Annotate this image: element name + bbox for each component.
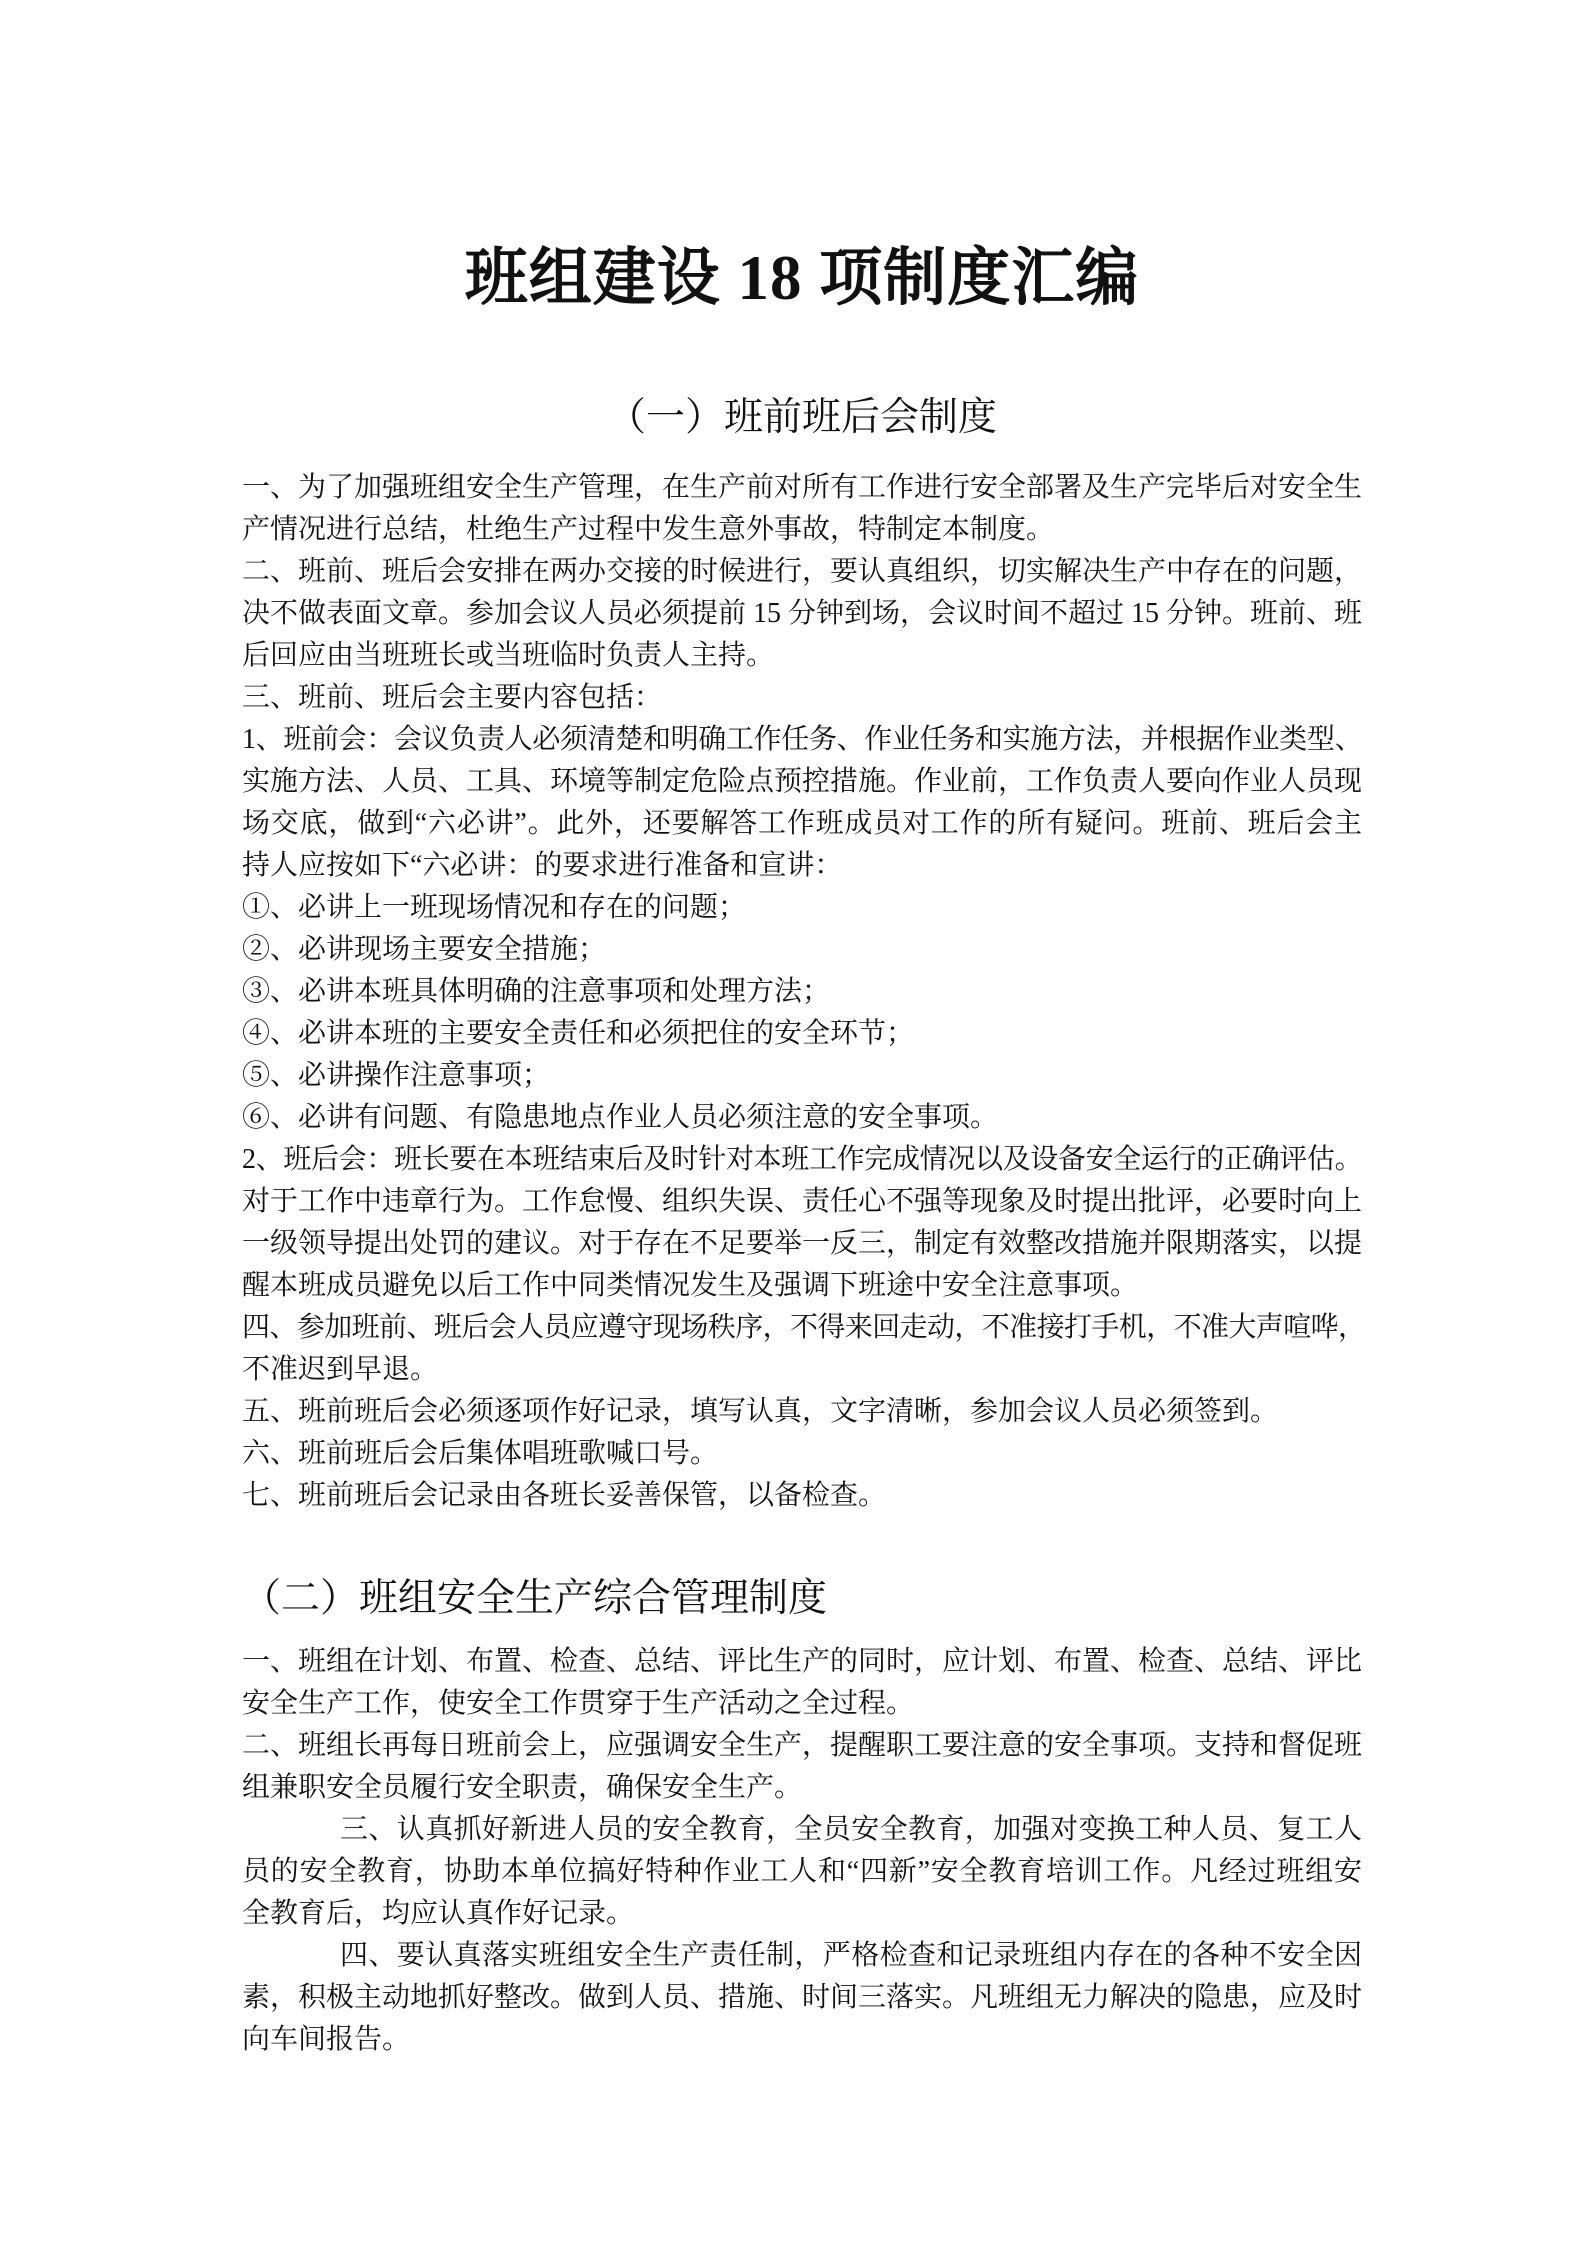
paragraph bbox=[242, 719, 1362, 887]
text-line: 一级领导提出处罚的建议。对于存在不足要举一反三，制定有效整改措施并限期落实，以提 bbox=[242, 1228, 1363, 1259]
text-line: 产情况进行总结，杜绝生产过程中发生意外事故，特制定本制度。 bbox=[242, 514, 1055, 545]
text-line: 实施方法、人员、工具、环境等制定危险点预控措施。作业前，工作负责人要向作业人员现 bbox=[242, 766, 1363, 797]
paragraph bbox=[242, 929, 1362, 971]
text-line: 2、班后会：班长要在本班结束后及时针对本班工作完成情况以及设备安全运行的正确评估。 bbox=[242, 1144, 1362, 1175]
paragraph bbox=[242, 551, 1362, 677]
paragraph bbox=[242, 1139, 1362, 1307]
paragraph bbox=[242, 1935, 1362, 2061]
text-line: 五、班前班后会必须逐项作好记录，填写认真，文字清晰，参加会议人员必须签到。 bbox=[242, 1396, 1279, 1427]
text-line: 不准迟到早退。 bbox=[242, 1354, 439, 1385]
text-line: 二、班组长再每日班前会上，应强调安全生产，提醒职工要注意的安全事项。支持和督促班 bbox=[242, 1730, 1363, 1761]
paragraph bbox=[242, 467, 1362, 551]
text-line: 决不做表面文章。参加会议人员必须提前 15 分钟到场，会议时间不超过 15 分钟。班前、班 bbox=[242, 598, 1363, 629]
text-line: ④、必讲本班的主要安全责任和必须把住的安全环节； bbox=[242, 1018, 915, 1049]
text-line: 素，积极主动地抓好整改。做到人员、措施、时间三落实。凡班组无力解决的隐患，应及时 bbox=[242, 1982, 1363, 2013]
text-line: 后回应由当班班长或当班临时负责人主持。 bbox=[242, 640, 775, 671]
text-line: ②、必讲现场主要安全措施； bbox=[242, 934, 607, 965]
paragraph bbox=[242, 1391, 1362, 1433]
text-line: 持人应按如下“六必讲：的要求进行准备和宣讲： bbox=[242, 850, 843, 881]
section-body bbox=[242, 467, 1366, 1517]
paragraph bbox=[242, 1641, 1362, 1725]
paragraph bbox=[242, 677, 1362, 719]
text-line: ⑥、必讲有问题、有隐患地点作业人员必须注意的安全事项。 bbox=[242, 1102, 999, 1133]
section-heading: （一）班前班后会制度 bbox=[606, 396, 997, 439]
text-line: 场交底，做到“六必讲”。此外，还要解答工作班成员对工作的所有疑问。班前、班后会主 bbox=[242, 808, 1362, 839]
text-line: 组兼职安全员履行安全职责，确保安全生产。 bbox=[242, 1772, 803, 1803]
text-line: 全教育后，均应认真作好记录。 bbox=[242, 1898, 635, 1929]
paragraph bbox=[242, 887, 1362, 929]
paragraph bbox=[242, 1475, 1362, 1517]
paragraph bbox=[242, 971, 1362, 1013]
text-line: 六、班前班后会后集体唱班歌喊口号。 bbox=[242, 1438, 719, 1469]
text-line: ⑤、必讲操作注意事项； bbox=[242, 1060, 551, 1091]
section-body bbox=[242, 1641, 1362, 2061]
document-title: 班组建设 18 项制度汇编 bbox=[464, 243, 1140, 313]
paragraph bbox=[242, 1013, 1362, 1055]
text-line: 对于工作中违章行为。工作怠慢、组织失误、责任心不强等现象及时提出批评，必要时向上 bbox=[242, 1186, 1363, 1217]
text-line: 一、班组在计划、布置、检查、总结、评比生产的同时，应计划、布置、检查、总结、评比 bbox=[242, 1646, 1363, 1677]
text-line: 员的安全教育，协助本单位搞好特种作业工人和“四新”安全教育培训工作。凡经过班组安 bbox=[242, 1856, 1362, 1887]
text-line: 向车间报告。 bbox=[242, 2024, 411, 2055]
paragraph bbox=[242, 1433, 1362, 1475]
text-line: ③、必讲本班具体明确的注意事项和处理方法； bbox=[242, 976, 831, 1007]
text-line: 二、班前、班后会安排在两办交接的时候进行，要认真组织，切实解决生产中存在的问题， bbox=[242, 556, 1363, 587]
paragraph bbox=[242, 1809, 1362, 1935]
text-line: 四、要认真落实班组安全生产责任制，严格检查和记录班组内存在的各种不安全因 bbox=[340, 1940, 1362, 1971]
text-line: 七、班前班后会记录由各班长妥善保管，以备检查。 bbox=[242, 1480, 887, 1511]
text-line: 三、班前、班后会主要内容包括： bbox=[242, 682, 663, 713]
text-line: ①、必讲上一班现场情况和存在的问题； bbox=[242, 892, 747, 923]
text-line: 安全生产工作，使安全工作贯穿于生产活动之全过程。 bbox=[242, 1688, 915, 1719]
text-line: 1、班前会：会议负责人必须清楚和明确工作任务、作业任务和实施方法，并根据作业类型、 bbox=[242, 724, 1362, 755]
section-heading: （二）班组安全生产综合管理制度 bbox=[242, 1577, 828, 1620]
paragraph bbox=[242, 1307, 1366, 1391]
text-line: 醒本班成员避免以后工作中同类情况发生及强调下班途中安全注意事项。 bbox=[242, 1270, 1139, 1301]
paragraph bbox=[242, 1055, 1362, 1097]
text-line: 一、为了加强班组安全生产管理，在生产前对所有工作进行安全部署及生产完毕后对安全生 bbox=[242, 472, 1363, 503]
paragraph bbox=[242, 1725, 1362, 1809]
text-line: 四、参加班前、班后会人员应遵守现场秩序，不得来回走动，不准接打手机，不准大声喧哗， bbox=[242, 1312, 1366, 1343]
text-line: 三、认真抓好新进人员的安全教育，全员安全教育，加强对变换工种人员、复工人 bbox=[340, 1814, 1362, 1845]
paragraph bbox=[242, 1097, 1362, 1139]
